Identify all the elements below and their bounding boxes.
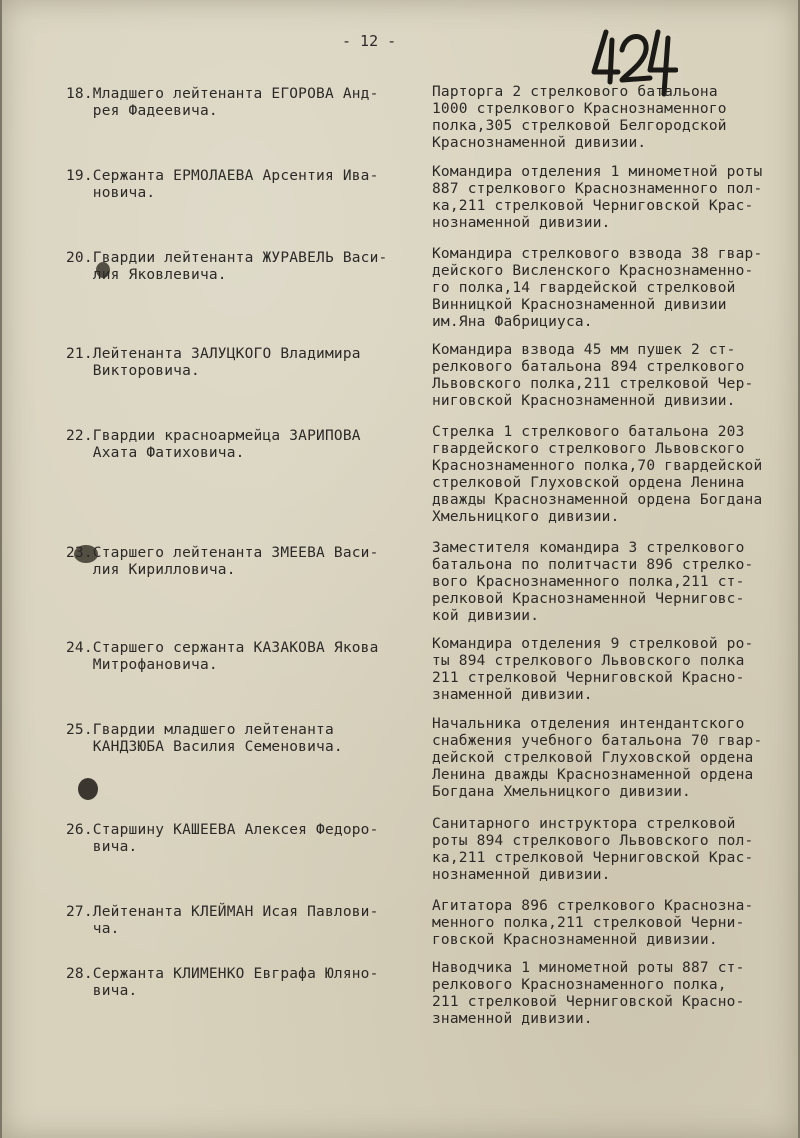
entry-22-position: Стрелка 1 стрелкового батальона 203 гвардейского стрелкового Львовского Краснознаменного полка,70 гвардейской стрелковой Глуховской ордена Ленина дважды Краснознаменной ордена Богдана Хмельницкого дивизии. (432, 424, 763, 525)
entry-18-position: Парторга 2 стрелкового батальона 1000 стрелкового Краснознаменного полка,305 стрелковой Белгородской Краснознаменной дивизии. (432, 84, 727, 151)
entry-23-name: 23.Старшего лейтенанта ЗМЕЕВА Васи- лия Кирилловича. (66, 545, 379, 578)
entry-21-position: Командира взвода 45 мм пушек 2 ст- релкового батальона 894 стрелкового Львовского полка,211 стрелковой Чер- ниговской Краснознаменной дивизии. (432, 342, 754, 409)
entry-19-position: Командира отделения 1 минометной роты 887 стрелкового Краснознаменного пол- ка,211 стрелковой Черниговской Крас- нознаменной дивизии. (432, 164, 763, 231)
entry-26-name: 26.Старшину КАШЕЕВА Алексея Федоро- вича. (66, 822, 379, 855)
entry-24-name: 24.Старшего сержанта КАЗАКОВА Якова Митрофановича. (66, 640, 379, 673)
punch-hole (78, 778, 98, 800)
entry-27-name: 27.Лейтенанта КЛЕЙМАН Исая Павлови- ча. (66, 904, 379, 937)
entry-21-name: 21.Лейтенанта ЗАЛУЦКОГО Владимира Викторовича. (66, 346, 361, 379)
document-page (2, 0, 798, 1138)
entry-23-position: Заместителя командира 3 стрелкового батальона по политчасти 896 стрелко- вого Краснознаменного полка,211 ст- релковой Краснознаменной Черниговс- кой дивизии. (432, 540, 754, 624)
entry-26-position: Санитарного инструктора стрелковой роты 894 стрелкового Львовского пол- ка,211 стрелковой Черниговской Крас- нознаменной дивизии. (432, 816, 754, 883)
entry-25-name: 25.Гвардии младшего лейтенанта КАНДЗЮБА Василия Семеновича. (66, 722, 343, 755)
entry-25-position: Начальника отделения интендантского снабжения учебного батальона 70 гвар- дейской стрелковой Глуховской ордена Ленина дважды Краснознаменной ордена Богдана Хмельницкого дивизии. (432, 716, 763, 800)
entry-28-name: 28.Сержанта КЛИМЕНКО Евграфа Юляно- вича. (66, 966, 379, 999)
page-number: - 12 - (342, 32, 397, 50)
entry-28-position: Наводчика 1 минометной роты 887 ст- релкового Краснознаменного полка, 211 стрелковой Черниговской Красно- знаменной дивизии. (432, 960, 745, 1027)
entry-24-position: Командира отделения 9 стрелковой ро- ты 894 стрелкового Львовского полка 211 стрелковой Черниговской Красно- знаменной дивизии. (432, 636, 754, 703)
entry-20-position: Командира стрелкового взвода 38 гвар- дейского Висленского Краснознаменно- го полка,14 гвардейской стрелковой Винницкой Краснознаменной дивизии им.Яна Фабрициуса. (432, 246, 763, 330)
entry-19-name: 19.Сержанта ЕРМОЛАЕВА Арсентия Ива- новича. (66, 168, 379, 201)
entry-18-name: 18.Младшего лейтенанта ЕГОРОВА Анд- рея Фадеевича. (66, 86, 379, 119)
entry-27-position: Агитатора 896 стрелкового Краснозна- менного полка,211 стрелковой Черни- говской Краснознаменной дивизии. (432, 898, 754, 948)
entry-22-name: 22.Гвардии красноармейца ЗАРИПОВА Ахата Фатиховича. (66, 428, 361, 461)
entry-20-name: 20.Гвардии лейтенанта ЖУРАВЕЛЬ Васи- лия Яковлевича. (66, 250, 388, 283)
